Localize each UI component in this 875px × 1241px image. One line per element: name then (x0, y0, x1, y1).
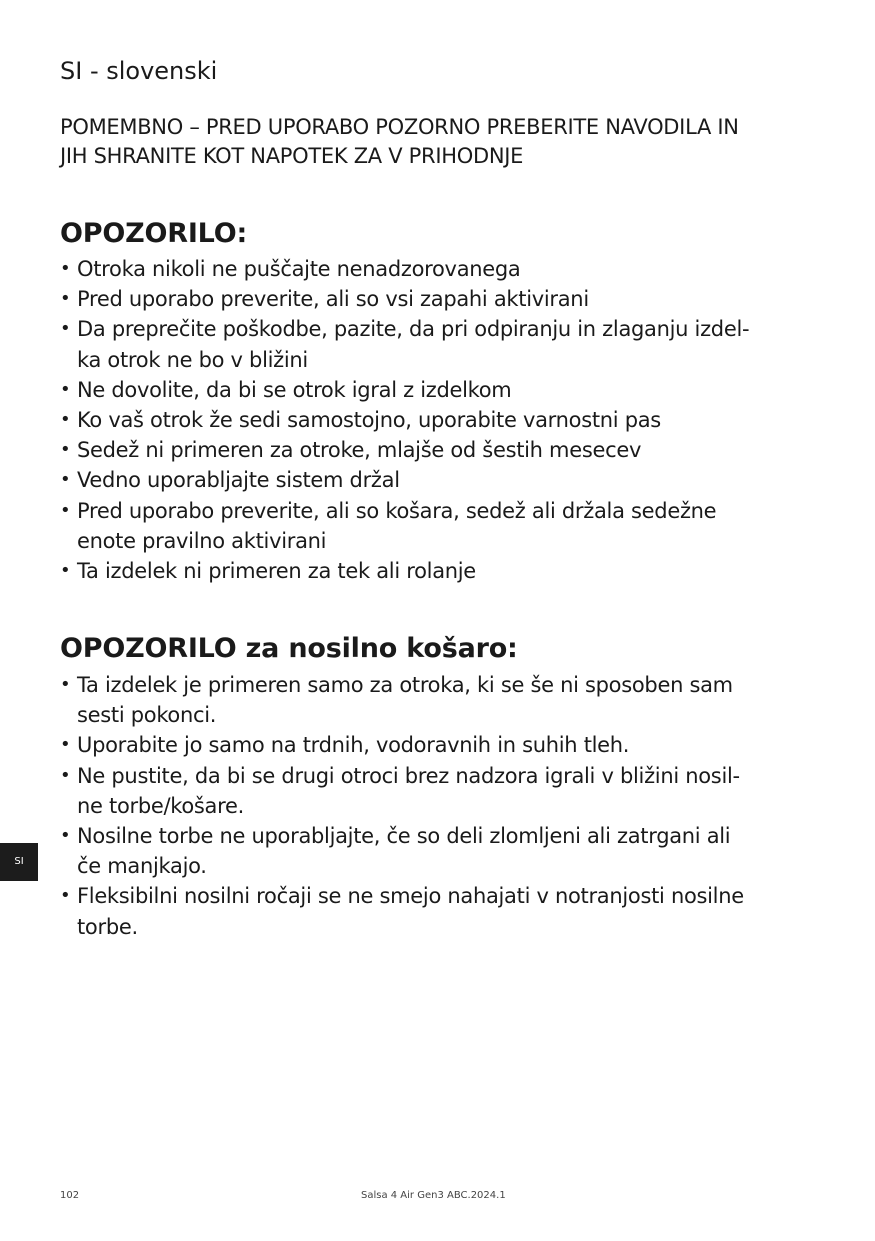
important-notice-line: POMEMBNO – PRED UPORABO POZORNO PREBERITE NAVODILA IN (60, 115, 739, 139)
list-item: • Pred uporabo preverite, ali so košara, sedež ali držala sedežne enote pravilno aktivirani (60, 496, 830, 556)
list-item: • Ta izdelek ni primeren za tek ali rolanje (60, 556, 830, 586)
page-number: 102 (60, 1190, 80, 1201)
list-item: • Vedno uporabljajte sistem držal (60, 465, 830, 495)
language-tab: SI (0, 843, 38, 881)
list-item: • Ko vaš otrok že sedi samostojno, uporabite varnostni pas (60, 405, 830, 435)
important-notice-line: JIH SHRANITE KOT NAPOTEK ZA V PRIHODNJE (60, 144, 524, 168)
language-title: SI - slovenski (60, 57, 218, 85)
document-id: Salsa 4 Air Gen3 ABC.2024.1 (361, 1190, 506, 1201)
warning-list (60, 254, 830, 586)
list-item: • Sedež ni primeren za otroke, mlajše od šestih mesecev (60, 435, 830, 465)
list-item: • Nosilne torbe ne uporabljajte, če so deli zlomljeni ali zatrgani ali če manjkajo. (60, 821, 830, 881)
important-notice (60, 113, 830, 171)
carrycot-warning-list (60, 670, 830, 942)
carrycot-warning-heading: OPOZORILO za nosilno košaro: (60, 633, 518, 664)
warning-heading: OPOZORILO: (60, 218, 248, 249)
list-item: • Da preprečite poškodbe, pazite, da pri odpiranju in zlaganju izdel- ka otrok ne bo v bližini (60, 314, 830, 374)
list-item: • Ne dovolite, da bi se otrok igral z izdelkom (60, 375, 830, 405)
list-item: • Ne pustite, da bi se drugi otroci brez nadzora igrali v bližini nosil- ne torbe/košare. (60, 761, 830, 821)
list-item: • Otroka nikoli ne puščajte nenadzorovanega (60, 254, 830, 284)
list-item: • Fleksibilni nosilni ročaji se ne smejo nahajati v notranjosti nosilne torbe. (60, 881, 830, 941)
list-item: • Pred uporabo preverite, ali so vsi zapahi aktivirani (60, 284, 830, 314)
list-item: • Uporabite jo samo na trdnih, vodoravnih in suhih tleh. (60, 730, 830, 760)
list-item: • Ta izdelek je primeren samo za otroka, ki se še ni sposoben sam sesti pokonci. (60, 670, 830, 730)
